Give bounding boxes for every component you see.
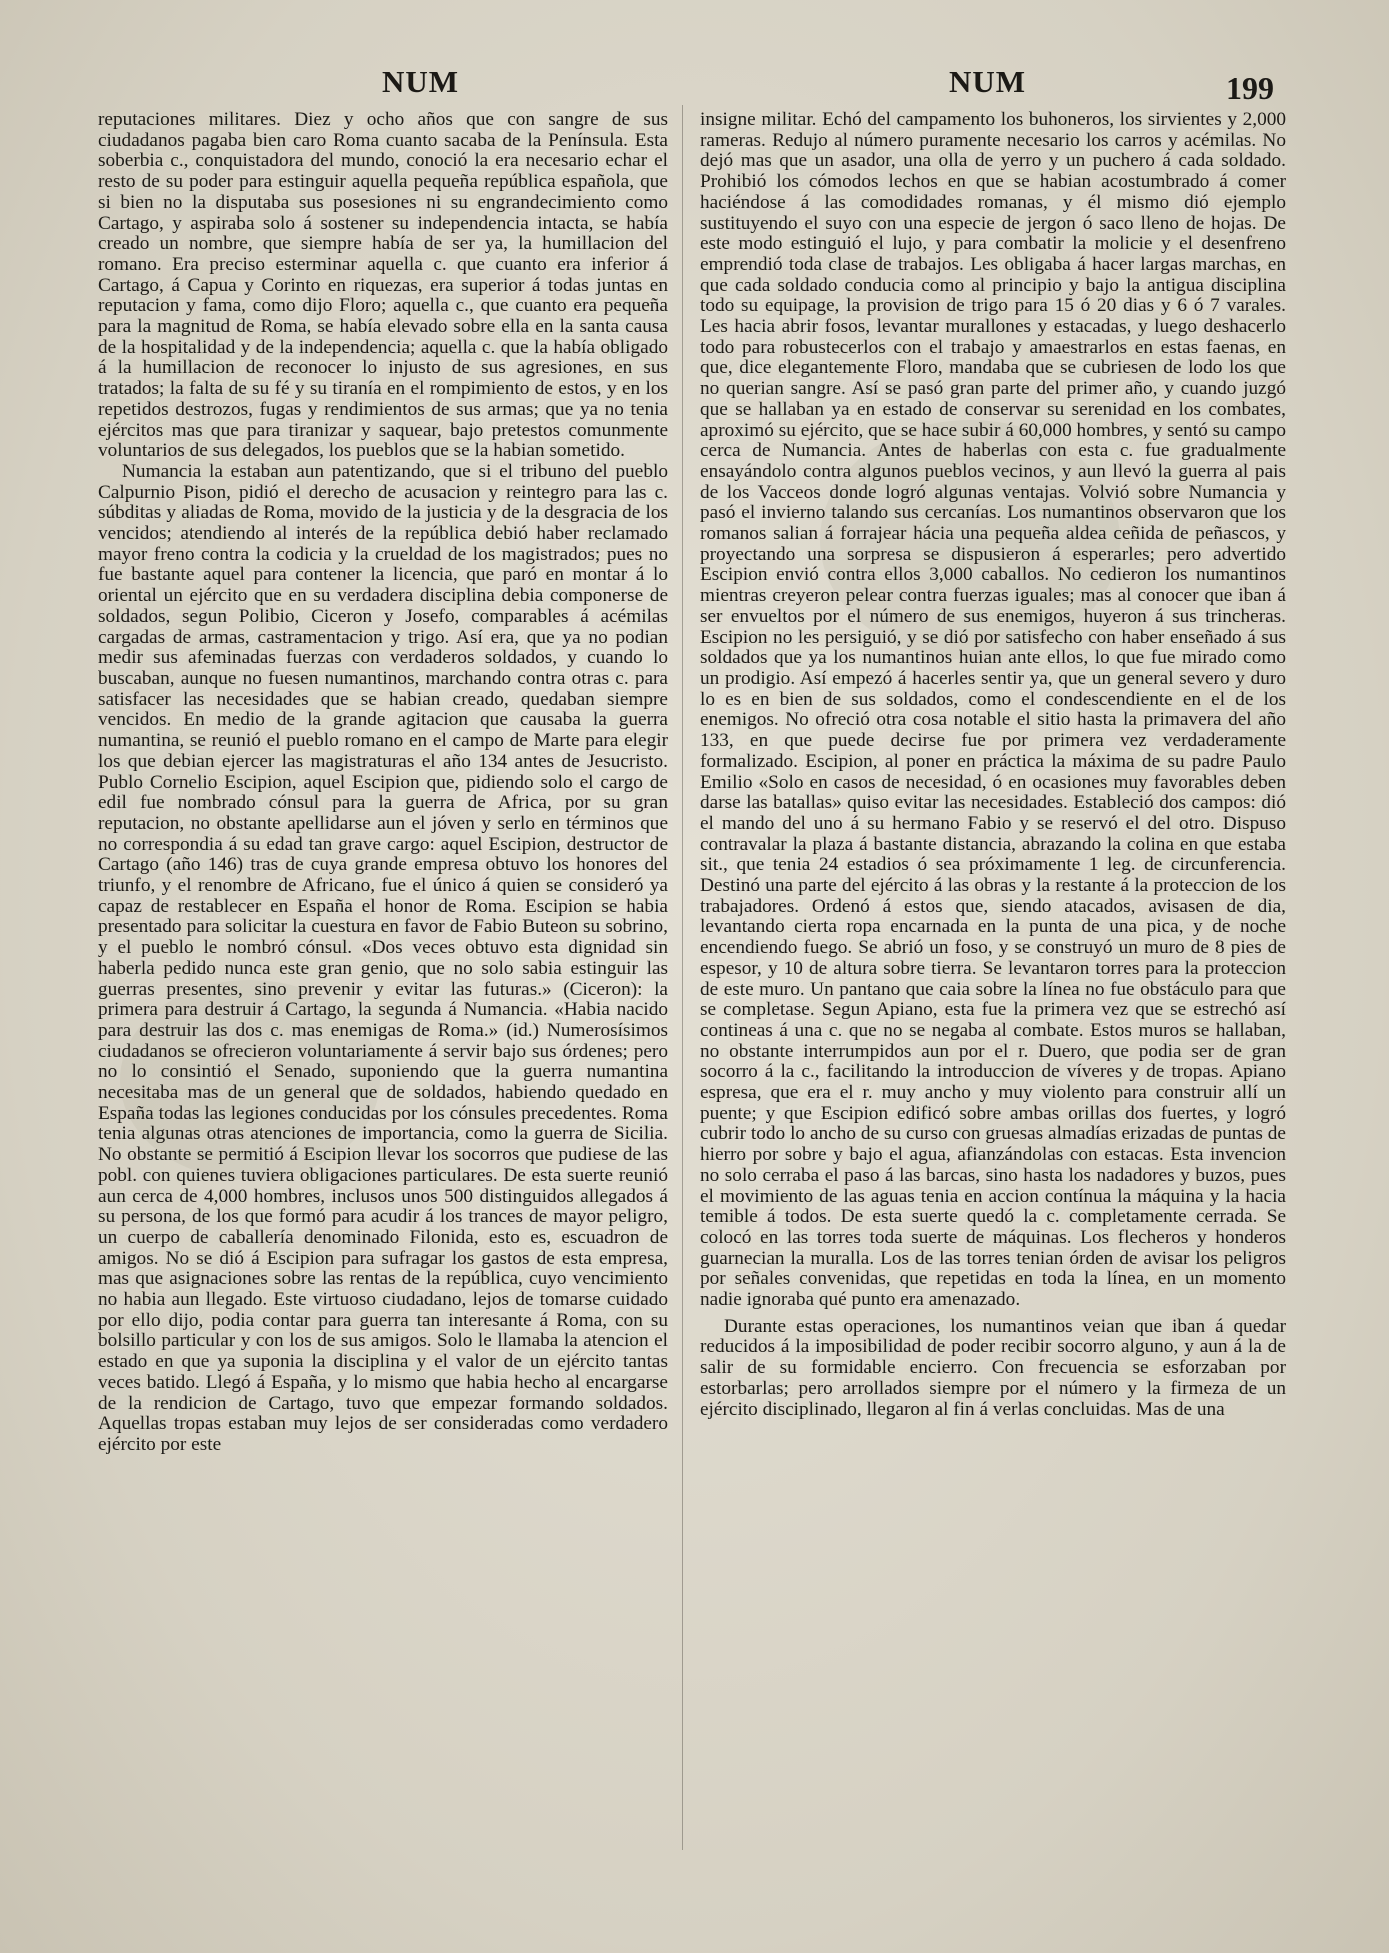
left-column <box>98 110 668 1456</box>
paragraph: Numancia la estaban aun patentizando, que si el tribuno del pueblo Calpurnio Pison, pidió el derecho de acusacion y reintegro para las c. súbditas y aliadas de Roma, movido de la justicia y de la desgracia de los vencidos; atendiendo al interés de la república debió haber reclamado mayor freno contra la codicia y la crueldad de los magistrados; pues no fue bastante aquel para contener la licencia, que paró en montar á lo oriental un ejército que en su verdadera disciplina debia componerse de soldados, segun Polibio, Ciceron y Josefo, comparables á acémilas cargadas de armas, castramentacion y trigo. Así era, que ya no podian medir sus afeminadas fuerzas con verdaderos soldados, y cuando lo buscaban, aunque no fuesen numantinos, marchando contra otras c. para satisfacer las necesidades que se habian creado, quedaban siempre vencidos. En medio de la grande agitacion que causaba la guerra numantina, se reunió el pueblo romano en el campo de Marte para elegir los que debian ejercer las magistraturas el año 134 antes de Jesucristo. Publo Cornelio Escipion, aquel Escipion que, pidiendo solo el cargo de edil fue nombrado cónsul para la guerra de Africa, por su gran reputacion, no obstante apellidarse aun el jóven y serlo en términos que no correspondia á su edad tan grave cargo: aquel Escipion, destructor de Cartago (año 146) tras de cuya grande empresa obtuvo los honores del triunfo, y el renombre de Africano, fue el único á quien se consideró ya capaz de restablecer en España el honor de Roma. Escipion se habia presentado para solicitar la cuestura en favor de Fabio Buteon su sobrino, y el pueblo le nombró cónsul. «Dos veces obtuvo esta dignidad sin haberla pedido nunca este gran genio, que no solo sabia estinguir las guerras presentes, sino prevenir y evitar las futuras.» (Ciceron): la primera para destruir á Cartago, la segunda á Numancia. «Habia nacido para destruir las dos c. mas enemigas de Roma.» (id.) Numerosísimos ciudadanos se ofrecieron voluntariamente á servir bajo sus órdenes; pero no lo consintió el Senado, suponiendo que la guerra numantina necesitaba mas de un general que de soldados, habiendo quedado en España todas las legiones conducidas por los cónsules precedentes. Roma tenia algunas otras atenciones de importancia, como la guerra de Sicilia. No obstante se permitió á Escipion llevar los socorros que pudiese de las pobl. con quienes tuviera obligaciones particulares. De esta suerte reunió aun cerca de 4,000 hombres, inclusos unos 500 distinguidos allegados á su persona, de los que formó para acudir á los trances de mayor peligro, un cuerpo de caballería denominado Filonida, esto es, escuadron de amigos. No se dió á Escipion para sufragar los gastos de esta empresa, mas que asignaciones sobre las rentas de la república, cuyo vencimiento no habia aun llegado. Este virtuoso ciudadano, lejos de tomarse cuidado por ello dijo, podia contar para guerra tan interesante á Roma, con su bolsillo particular y con los de sus amigos. Solo le llamaba la atencion el estado en que ya suponia la disciplina y el valor de un ejército tantas veces batido. Llegó á España, y lo mismo que habia hecho al encargarse de la rendicion de Cartago, tuvo que empezar formando soldados. Aquellas tropas estaban muy lejos de ser consideradas como verdadero ejército por este <box>98 460 668 1455</box>
right-column <box>700 110 1286 1420</box>
page-number: 199 <box>1226 70 1274 106</box>
paragraph: reputaciones militares. Diez y ocho años que con sangre de sus ciudadanos pagaba bien caro Roma cuanto sacaba de la Península. Esta soberbia c., conquistadora del mundo, conoció la era necesario echar el resto de su poder para estinguir aquella pequeña república española, que si bien no la disputaba sus posesiones ni su engrandecimiento como Cartago, y aspiraba solo á sostener su independencia intacta, se había creado un nombre, que siempre había de ser ya, la humillacion del romano. Era preciso esterminar aquella c. que cuanto era inferior á Cartago, á Capua y Corinto en riquezas, era superior á todas juntas en reputacion y fama, como dijo Floro; aquella c., que cuanto era pequeña para la magnitud de Roma, se había elevado sobre ella en la santa causa de la hospitalidad y de la independencia; aquella c. que la había obligado á la humillacion de reconocer lo injusto de sus agresiones, en sus tratados; la falta de su fé y su tiranía en el rompimiento de estos, y en los repetidos destrozos, fugas y rendimientos de sus armas; que ya no tenia ejércitos mas que para tiranizar y saquear, bajo pretestos comunmente voluntarios de sus delegados, los pueblos que se la habian sometido. <box>98 109 668 462</box>
column-divider <box>682 105 683 1850</box>
running-head-right: NUM <box>949 64 1027 99</box>
paragraph: insigne militar. Echó del campamento los buhoneros, los sirvientes y 2,000 rameras. Redujo al número puramente necesario los carros y acémilas. No dejó mas que un asador, una olla de yerro y un puchero á cada soldado. Prohibió los cómodos lechos en que se habian acostumbrado á comer haciéndose á las comodidades romanas, y él mismo dió ejemplo sustituyendo el suyo con una especie de jergon ó saco lleno de hojas. De este modo estinguió el lujo, y para combatir la molicie y el desenfreno emprendió toda clase de trabajos. Les obligaba á hacer largas marchas, en que cada soldado conducia como al principio y bajo la antigua disciplina todo su equipage, la provision de trigo para 15 ó 20 dias y 6 ó 7 varales. Les hacia abrir fosos, levantar murallones y estacadas, y luego deshacerlo todo para robustecerlos con el trabajo y amaestrarlos en estas faenas, en que, dice elegantemente Floro, mandaba que se cubriesen de lodo los que no querian sangre. Así se pasó gran parte del primer año, y cuando juzgó que se hallaban ya en estado de conservar su serenidad en los combates, aproximó su ejército, que se hace subir á 60,000 hombres, y sentó su campo cerca de Numancia. Antes de haberlas con esta c. fue gradualmente ensayándolo contra algunos pueblos vecinos, y aun llevó la guerra al pais de los Vacceos donde logró algunas ventajas. Volvió sobre Numancia y pasó el invierno talando sus cercanías. Los numantinos observaron que los romanos salian á forrajear hácia una pequeña aldea ceñida de peñascos, y proyectando una sorpresa se dispusieron á esperarles; pero advertido Escipion envió contra ellos 3,000 caballos. No cedieron los numantinos mientras creyeron pelear contra fuerzas iguales; mas al conocer que iban á ser envueltos por el número de sus enemigos, huyeron á sus trincheras. Escipion no les persiguió, y se dió por satisfecho con haber enseñado á sus soldados que ya los numantinos huian ante ellos, lo que fue mirado como un prodigio. Así empezó á hacerles sentir ya, que un general severo y duro lo es en bien de sus soldados, como el condescendiente en el de los enemigos. No ofreció otra cosa notable el sitio hasta la primavera del año 133, en que puede decirse fue por primera vez verdaderamente formalizado. Escipion, al poner en práctica la máxima de su padre Paulo Emilio «Solo en casos de necesidad, ó en ocasiones muy favorables deben darse las batallas» quiso evitar las necesidades. Estableció dos campos: dió el mando del uno á su hermano Fabio y se reservó el del otro. Dispuso contravalar la plaza á bastante distancia, abrazando la colina en que estaba sit., que tenia 24 estadios ó sea próximamente 1 leg. de circunferencia. Destinó una parte del ejército á las obras y la restante á la proteccion de los trabajadores. Ordenó á estos que, siendo atacados, avisasen de dia, levantando cierta ropa encarnada en la punta de una pica, y de noche encendiendo fuego. Se abrió un foso, y se construyó un muro de 8 pies de espesor, y 10 de altura sobre tierra. Se levantaron torres para la proteccion de este muro. Un pantano que caia sobre la línea no fue obstáculo para que se completase. Segun Apiano, esta fue la primera vez que se estrechó así contineas á una c. que no se negaba al combate. Estos muros se hallaban, no obstante interrumpidos aun por el r. Duero, que podia ser de gran socorro á la c., facilitando la introduccion de víveres y de tropas. Apiano espresa, que era el r. muy ancho y muy violento para construir allí un puente; y que Escipion edificó sobre ambas orillas dos fuertes, y logró cubrir todo lo ancho de su curso con gruesas almadías erizadas de puntas de hierro por sobre y bajo el agua, afianzándolas con estacas. Esta invencion no solo cerraba el paso á las barcas, sino hasta los nadadores y buzos, pues el movimiento de las aguas tenia en accion contínua la máquina y la hacia temible á todos. De esta suerte quedó la c. completamente cerrada. Se colocó en las torres toda suerte de máquinas. Los flecheros y honderos guarnecian la muralla. Los de las torres tenian órden de avisar los peligros por señales convenidas, que repetidas en toda la línea, en un momento nadie ignoraba qué punto era amenazado. <box>700 109 1286 1311</box>
running-head-left: NUM <box>382 64 460 99</box>
paragraph: Durante estas operaciones, los numantinos veian que iban á quedar reducidos á la imposibilidad de poder recibir socorro alguno, y aun á la de salir de su formidable encierro. Con frecuencia se esforzaban por estorbarlas; pero arrollados siempre por el número y la firmeza de un ejército disciplinado, llegaron al fin á verlas concluidas. Mas de una <box>700 1315 1286 1420</box>
